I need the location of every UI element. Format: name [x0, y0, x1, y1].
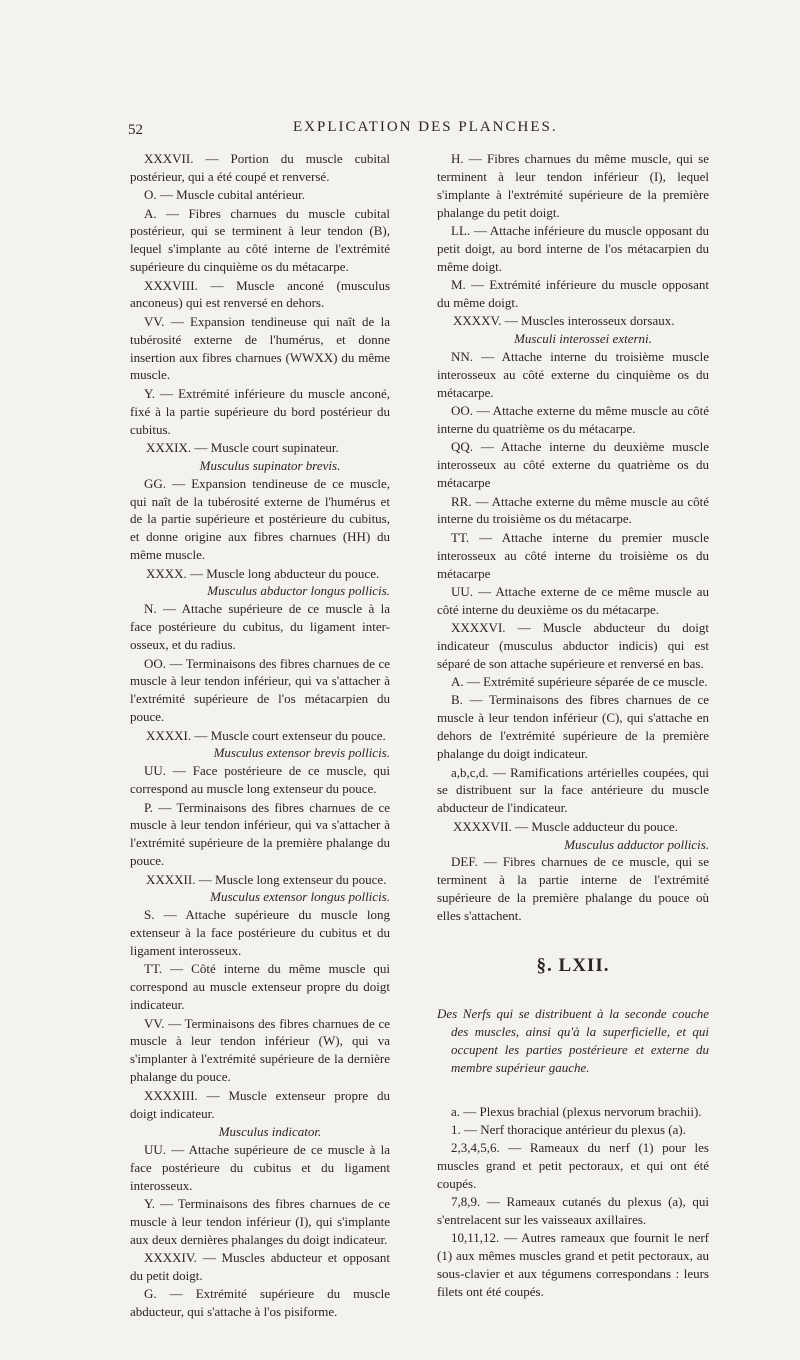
entry-paragraph: H. — Fibres charnues du même muscle, qui se terminent à leur tendon inférieur (I), lequel s'implante à l'extrémité supérieure de la première phalange du petit doigt.: [437, 151, 709, 220]
entry-paragraph: N. — Attache supérieure de ce muscle à la face postérieure du cubitus, du ligament inter-osseux, et du radius.: [130, 601, 390, 653]
entry-paragraph: NN. — Attache interne du troisième muscle interosseux au côté externe du cinquième os du métacarpe.: [437, 349, 709, 400]
latin-name: Musculus abductor longus pollicis.: [207, 583, 390, 599]
entry-heading: XXXXV. — Muscles interosseux dorsaux.: [453, 313, 675, 329]
entry-paragraph: XXXVII. — Portion du muscle cubital postérieur, qui a été coupé et renversé.: [130, 151, 390, 184]
latin-name: Musculi interossei externi.: [514, 331, 652, 347]
section-intro: Des Nerfs qui se distribuent à la seconde couche des muscles, ainsi qu'à la superficielle, et qui occupent les parties postérieure et externe du membre supérieur gauche.: [437, 1005, 709, 1075]
entry-paragraph: M. — Extrémité inférieure du muscle opposant du même doigt.: [437, 277, 709, 311]
entry-paragraph: 2,3,4,5,6. — Rameaux du nerf (1) pour les muscles grand et petit pectoraux, et qui ont été coupés.: [437, 1140, 709, 1191]
entry-paragraph: A. — Fibres charnues du muscle cubital postérieur, qui se terminent à leur tendon (B), lequel s'implante au côté interne de l'extrémité supérieure du cinquième os du métacarpe.: [130, 205, 390, 275]
page-number: 52: [128, 122, 143, 138]
section-heading: §. LXII.: [536, 955, 610, 977]
entry-paragraph: XXXXIV. — Muscles abducteur et opposant du petit doigt.: [130, 1249, 390, 1283]
running-head: EXPLICATION DES PLANCHES.: [293, 119, 558, 135]
entry-paragraph: 10,11,12. — Autres rameaux que fournit le nerf (1) aux mêmes muscles grand et petit pectoraux, au sous-clavier et aux tégumens correspondans : leurs filets ont été coupés.: [437, 1230, 709, 1300]
entry-paragraph: LL. — Attache inférieure du muscle opposant du petit doigt, au bord interne de l'os métacarpien du même doigt.: [437, 223, 709, 274]
entry-paragraph: UU. — Attache supérieure de ce muscle à la face postérieure du cubitus et du ligament interosseux.: [130, 1141, 390, 1193]
entry-paragraph: UU. — Attache externe de ce même muscle au côté interne du deuxième os du métacarpe.: [437, 583, 709, 617]
entry-paragraph: Y. — Terminaisons des fibres charnues de ce muscle à leur tendon inférieur (I), qui s'implante aux deux dernières phalanges du doigt indicateur.: [130, 1195, 390, 1247]
entry-paragraph: XXXVIII. — Muscle anconé (musculus anconeus) qui est renversé en dehors.: [130, 277, 390, 311]
entry-paragraph: 7,8,9. — Rameaux cutanés du plexus (a), qui s'entrelacent sur les vaisseaux axillaires.: [437, 1194, 709, 1228]
latin-name: Musculus supinator brevis.: [199, 457, 341, 473]
latin-name: Musculus adductor pollicis.: [564, 836, 709, 852]
entry-paragraph: OO. — Attache externe du même muscle au côté interne du quatrième os du métacarpe.: [437, 403, 709, 437]
entry-paragraph: Y. — Extrémité inférieure du muscle anconé, fixé à la partie supérieure du bord postérieur du cubitus.: [130, 385, 390, 437]
entry-heading: XXXXVII. — Muscle adducteur du pouce.: [453, 818, 678, 834]
entry-paragraph: UU. — Face postérieure de ce muscle, qui correspond au muscle long extenseur du pouce.: [130, 763, 390, 797]
latin-name: Musculus extensor brevis pollicis.: [213, 745, 390, 761]
entry-paragraph: GG. — Expansion tendineuse de ce muscle, qui naît de la tubérosité externe de l'humérus et de la partie supérieure et postérieure du cubitus, et donne origine aux fibres charnues (HH) du même muscle.: [130, 475, 390, 563]
entry-paragraph: DEF. — Fibres charnues de ce muscle, qui se terminent à la partie interne de l'extrémité supérieure de la première phalange du pouce où elles s'attachent.: [437, 854, 709, 924]
entry-paragraph: S. — Attache supérieure du muscle long extenseur à la face postérieure du cubitus et du ligament interosseux.: [130, 907, 390, 959]
latin-name: Musculus extensor longus pollicis.: [210, 889, 390, 905]
entry-heading: XXXXI. — Muscle court extenseur du pouce.: [146, 727, 386, 743]
entry-paragraph: a. — Plexus brachial (plexus nervorum brachii).: [451, 1103, 702, 1119]
entry-paragraph: G. — Extrémité supérieure du muscle abducteur, qui s'attache à l'os pisiforme.: [130, 1286, 390, 1320]
entry-paragraph: B. — Terminaisons des fibres charnues de ce muscle à leur tendon inférieur (C), qui s'attache en dehors de l'extrémité supérieure de la première phalange du doigt indicateur.: [437, 692, 709, 762]
entry-paragraph: 1. — Nerf thoracique antérieur du plexus (a).: [451, 1121, 686, 1137]
entry-paragraph: O. — Muscle cubital antérieur.: [144, 187, 306, 203]
left-column: [130, 150, 390, 1321]
entry-paragraph: OO. — Terminaisons des fibres charnues de ce muscle à leur tendon inférieur, qui va s'attacher à l'extrémité supérieure de l'os métacarpien du pouce.: [130, 655, 390, 725]
entry-paragraph: VV. — Expansion tendineuse qui naît de la tubérosité externe de l'humérus, et donne insertion aux fibres charnues (WWXX) du même muscle.: [130, 313, 390, 383]
entry-paragraph: VV. — Terminaisons des fibres charnues de ce muscle à leur tendon inférieur (W), qui va s'implanter à l'extrémité supérieure de la dernière phalange du pouce.: [130, 1015, 390, 1085]
entry-paragraph: XXXXVI. — Muscle abducteur du doigt indicateur (musculus abductor indicis) qui est séparé de son attache supérieure et renversé en bas.: [437, 620, 709, 671]
entry-heading: XXXX. — Muscle long abducteur du pouce.: [146, 565, 380, 581]
entry-heading: XXXXII. — Muscle long extenseur du pouce.: [146, 871, 387, 887]
right-column: [437, 150, 709, 1302]
entry-paragraph: P. — Terminaisons des fibres charnues de ce muscle à leur tendon inférieur, qui va s'attacher à l'extrémité supérieure de la première phalange du pouce.: [130, 799, 390, 869]
entry-paragraph: A. — Extrémité supérieure séparée de ce muscle.: [451, 674, 708, 690]
latin-name: Musculus indicator.: [218, 1123, 322, 1139]
entry-paragraph: QQ. — Attache interne du deuxième muscle interosseux au côté externe du quatrième os du métacarpe: [437, 439, 709, 491]
entry-paragraph: a,b,c,d. — Ramifications artérielles coupées, qui se distribuent sur la face antérieure du muscle abducteur de l'indicateur.: [437, 764, 709, 816]
entry-paragraph: TT. — Attache interne du premier muscle interosseux au côté interne du troisième os du métacarpe: [437, 529, 709, 581]
entry-paragraph: XXXXIII. — Muscle extenseur propre du doigt indicateur.: [130, 1087, 390, 1121]
entry-heading: XXXIX. — Muscle court supinateur.: [146, 439, 339, 455]
entry-paragraph: TT. — Côté interne du même muscle qui correspond au muscle extenseur propre du doigt indicateur.: [130, 961, 390, 1013]
entry-paragraph: RR. — Attache externe du même muscle au côté interne du troisième os du métacarpe.: [437, 493, 709, 527]
